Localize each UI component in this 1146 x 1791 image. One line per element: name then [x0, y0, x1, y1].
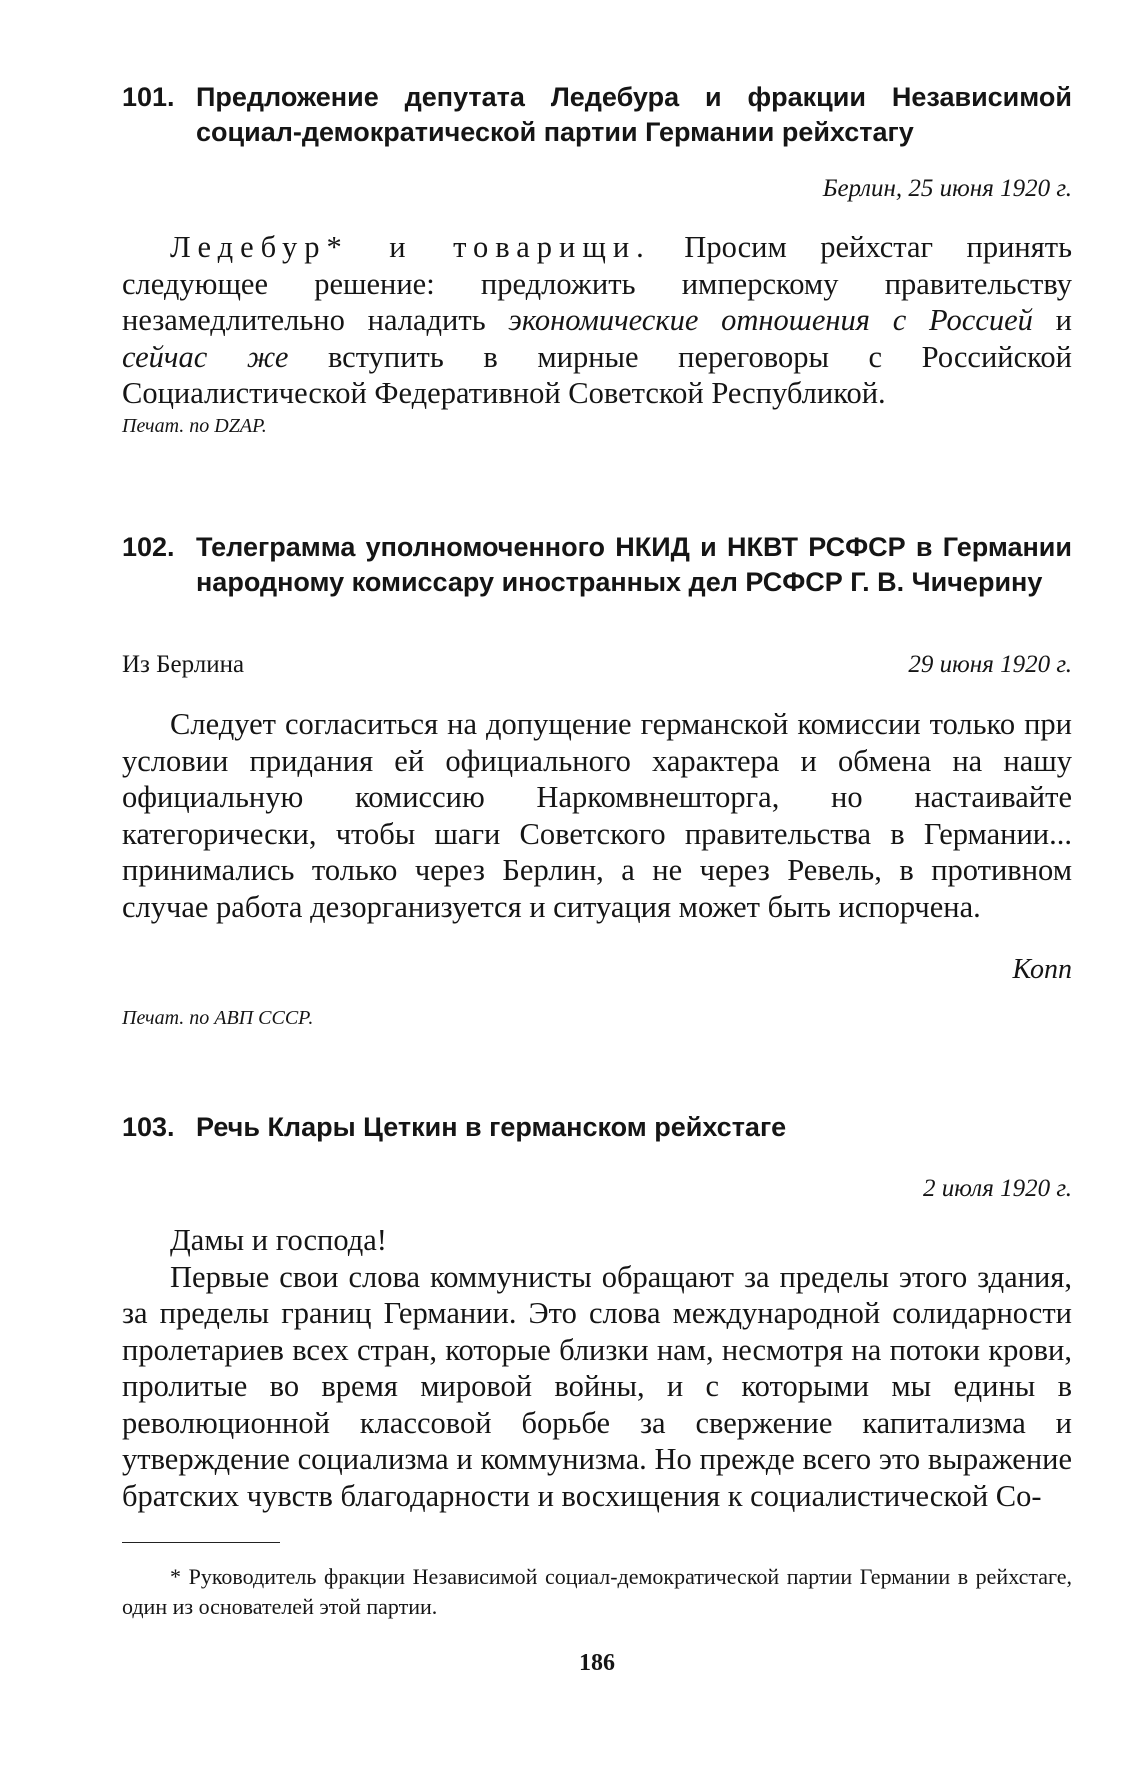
- doc103-number: 103.: [122, 1112, 175, 1142]
- doc102-heading: [122, 530, 1072, 600]
- doc102-body: Следует согласиться на допущение германской комиссии только при условии придания ей официального характера и обмена на нашу официальную комиссию Наркомвнешторга, но настаивайте категорически, чтобы шаги Советского правительства в Германии... принимались только через Берлин, а не через Ревель, в противном случае работа дезорганизуется и ситуация может быть испорчена.: [122, 707, 1072, 924]
- footnote: [122, 1562, 1072, 1622]
- doc102-number: 102.: [122, 532, 175, 562]
- doc101-emphasis-1: экономические отношения с Россией: [508, 303, 1033, 337]
- page-number: 186: [579, 1650, 615, 1676]
- doc101-text-2: и: [1032, 303, 1072, 337]
- doc101-body: [122, 229, 1072, 412]
- doc101-text-1: Просим рейхстаг принять следующее решение: предложить имперскому правительству незамедлительно наладить: [122, 230, 1072, 337]
- doc101-number: 101.: [122, 82, 175, 112]
- doc102-date: 29 июня 1920 г.: [908, 651, 1072, 678]
- doc102-title: Телеграмма уполномоченного НКИД и НКВТ РСФСР в Германии народному комиссару иностранных дел РСФСР Г. В. Чичерину: [196, 532, 1072, 597]
- doc103-title: Речь Клары Цеткин в германском рейхстаге: [196, 1112, 787, 1142]
- doc101-dateline: Берлин, 25 июня 1920 г.: [822, 175, 1072, 202]
- doc101-source: Печат. по DZAP.: [122, 415, 267, 437]
- doc101-title: Предложение депутата Ледебура и фракции Независимой социал-демократической партии Германии рейхстагу: [196, 82, 1072, 147]
- doc102-place: Из Берлина: [122, 651, 245, 678]
- footnote-text: * Руководитель фракции Независимой социал-демократической партии Германии в рейхстаге, один из основателей этой партии.: [122, 1564, 1072, 1619]
- doc103-heading: [122, 1110, 1072, 1145]
- doc101-heading: [122, 80, 1072, 150]
- footnote-rule: [122, 1542, 280, 1543]
- doc103-body: Первые свои слова коммунисты обращают за пределы этого здания, за пределы границ Германии. Это слова международной солидарности пролетариев всех стран, которые близки нам, несмотря на потоки крови, пролитые во время мировой войны, и с которыми мы едины в революционной классовой борьбе за свержение капитализма и утверждение социализма и коммунизма. Но прежде всего это выражение братских чувств благодарности и восхищения к социалистической Со-: [122, 1259, 1072, 1513]
- doc103-greeting: Дамы и господа!: [170, 1223, 387, 1257]
- doc102-body-block: [122, 706, 1072, 925]
- doc101-lead: Ледебур* и товарищи.: [170, 230, 651, 264]
- doc102-source: Печат. по АВП СССР.: [122, 1007, 314, 1029]
- doc103-date: 2 июля 1920 г.: [923, 1175, 1072, 1202]
- doc101-emphasis-2: сейчас же: [122, 339, 289, 374]
- doc101-text-3: вступить в мирные переговоры с Российской Социалистической Федеративной Советской Республикой.: [122, 339, 1072, 410]
- doc102-signature: Копп: [1012, 954, 1072, 985]
- doc103-body-block: [122, 1222, 1072, 1514]
